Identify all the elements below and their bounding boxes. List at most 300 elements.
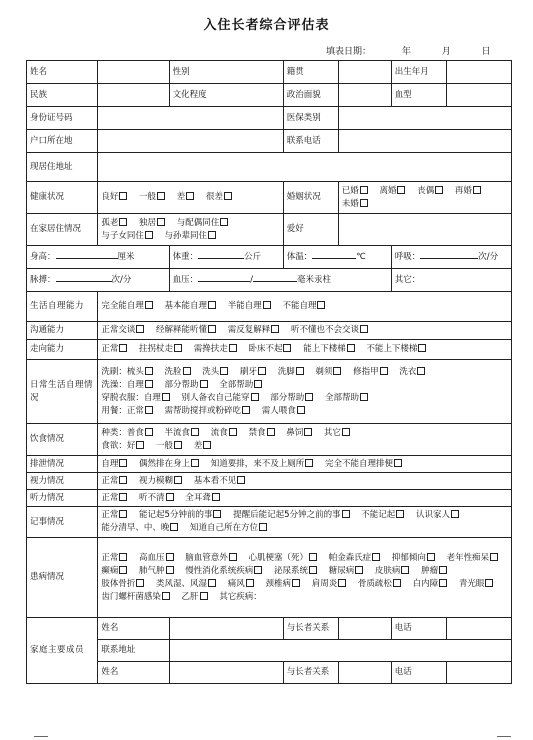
political-cell[interactable] xyxy=(338,84,391,107)
checkbox-option[interactable] xyxy=(194,344,241,354)
blood-label: 血型 xyxy=(391,84,446,107)
checkbox-option[interactable] xyxy=(127,367,157,377)
checkbox-option[interactable] xyxy=(139,459,203,469)
temp-cell[interactable] xyxy=(283,246,391,269)
checkbox-option[interactable] xyxy=(202,367,232,377)
option-label: 其它 xyxy=(323,427,341,438)
checkbox-option[interactable] xyxy=(177,218,233,228)
checkbox-option[interactable] xyxy=(282,301,329,311)
fill-date-label: 填表日期： xyxy=(326,47,372,57)
hobby-label: 爱好 xyxy=(283,214,338,246)
ethnicity-cell[interactable] xyxy=(98,84,169,107)
checkbox-option[interactable] xyxy=(361,510,408,520)
checkbox-icon[interactable] xyxy=(229,344,237,352)
family-relation-cell-2[interactable] xyxy=(338,662,391,684)
checkbox-option[interactable] xyxy=(375,566,414,576)
checkbox-option[interactable] xyxy=(286,428,316,438)
ethnicity-label: 民族 xyxy=(27,84,98,107)
checkbox-icon[interactable] xyxy=(136,441,144,449)
checkbox-option[interactable] xyxy=(182,592,212,602)
checkbox-option[interactable] xyxy=(127,406,157,416)
checkbox-icon[interactable] xyxy=(174,476,182,484)
excretion-label: 排泄情况 xyxy=(27,456,98,473)
checkbox-option[interactable] xyxy=(211,428,241,438)
checkbox-icon[interactable] xyxy=(145,367,153,375)
checkbox-icon[interactable] xyxy=(246,579,254,587)
checkbox-option[interactable] xyxy=(101,459,131,469)
checkbox-icon[interactable] xyxy=(485,579,493,587)
checkbox-icon[interactable] xyxy=(213,510,221,518)
checkbox-icon[interactable] xyxy=(394,459,402,467)
option-label: 半流食 xyxy=(164,427,191,438)
checkbox-icon[interactable] xyxy=(119,192,127,200)
option-label: 很差 xyxy=(205,192,223,202)
living-options xyxy=(98,214,283,246)
checkbox-option[interactable] xyxy=(185,566,266,576)
option-label: 基本看不见 xyxy=(193,475,237,486)
checkbox-icon[interactable] xyxy=(297,406,305,414)
checkbox-option[interactable] xyxy=(101,231,157,241)
checkbox-icon[interactable] xyxy=(451,510,459,518)
hobby-cell[interactable] xyxy=(338,214,511,246)
checkbox-option[interactable] xyxy=(101,553,131,563)
checkbox-option[interactable] xyxy=(139,566,178,576)
checkbox-option[interactable] xyxy=(101,523,182,533)
checkbox-icon[interactable] xyxy=(263,301,271,309)
checkbox-icon[interactable] xyxy=(145,231,153,239)
checkbox-option[interactable] xyxy=(144,393,174,403)
checkbox-icon[interactable] xyxy=(157,192,165,200)
checkbox-option[interactable] xyxy=(262,406,309,416)
checkbox-icon[interactable] xyxy=(183,367,191,375)
wash-prefix: 洗刷： xyxy=(101,366,127,377)
checkbox-icon[interactable] xyxy=(162,592,170,600)
option-label: 流食 xyxy=(210,427,228,438)
id-label: 身份证号码 xyxy=(27,107,98,130)
checkbox-option[interactable] xyxy=(194,441,216,451)
checkbox-option[interactable] xyxy=(139,476,186,486)
checkbox-icon[interactable] xyxy=(283,344,291,352)
height-cell[interactable] xyxy=(27,246,170,269)
option-label: 半能自理 xyxy=(227,301,262,311)
family-relation-cell[interactable] xyxy=(338,618,391,640)
checkbox-option[interactable] xyxy=(315,367,345,377)
option-label: 洗脚 xyxy=(277,366,295,377)
checkbox-option[interactable] xyxy=(101,325,148,335)
checkbox-icon[interactable] xyxy=(220,367,228,375)
checkbox-icon[interactable] xyxy=(220,218,228,226)
checkbox-option[interactable] xyxy=(421,566,451,576)
option-label: 糖尿病 xyxy=(328,565,355,576)
checkbox-icon[interactable] xyxy=(259,523,267,531)
option-label: 偶然排在身上 xyxy=(139,458,191,469)
checkbox-option[interactable] xyxy=(101,344,131,354)
checkbox-icon[interactable] xyxy=(166,493,174,501)
weight-cell[interactable] xyxy=(169,246,283,269)
checkbox-option[interactable] xyxy=(291,325,372,335)
height-label: 身高： xyxy=(30,251,56,262)
option-label: 听不清 xyxy=(139,492,165,503)
checkbox-icon[interactable] xyxy=(305,459,313,467)
bath-prefix: 洗澡： xyxy=(101,379,127,390)
checkbox-option[interactable] xyxy=(358,579,405,589)
checkbox-icon[interactable] xyxy=(119,344,127,352)
checkbox-icon[interactable] xyxy=(136,325,144,333)
family-phone-label-2: 电话 xyxy=(391,662,446,684)
checkbox-option[interactable] xyxy=(413,579,452,589)
checkbox-icon[interactable] xyxy=(237,476,245,484)
checkbox-option[interactable] xyxy=(278,367,308,377)
checkbox-option[interactable] xyxy=(139,192,169,202)
checkbox-icon[interactable] xyxy=(208,579,216,587)
checkbox-icon[interactable] xyxy=(417,367,425,375)
memory-label: 记事情况 xyxy=(27,507,98,538)
checkbox-option[interactable] xyxy=(101,592,174,602)
temp-unit: ℃ xyxy=(356,251,366,262)
checkbox-icon[interactable] xyxy=(401,566,409,574)
bath-options xyxy=(127,380,271,390)
pulse-label: 脉搏： xyxy=(30,274,56,285)
checkbox-icon[interactable] xyxy=(418,344,426,352)
checkbox-option[interactable] xyxy=(248,553,321,563)
checkbox-option[interactable] xyxy=(265,579,304,589)
checkbox-option[interactable] xyxy=(185,553,241,563)
option-label: 需帮助搅拌或粉碎吃 xyxy=(164,405,242,416)
gender-label: 性别 xyxy=(169,61,283,84)
checkbox-icon[interactable] xyxy=(203,441,211,449)
checkbox-option[interactable] xyxy=(329,566,368,576)
checkbox-option[interactable] xyxy=(240,367,270,377)
insurance-label: 医保类别 xyxy=(283,107,338,130)
checkbox-icon[interactable] xyxy=(208,301,216,309)
checkbox-icon[interactable] xyxy=(372,553,380,561)
breath-label: 呼吸： xyxy=(394,251,421,262)
family-phone-cell-2[interactable] xyxy=(446,662,511,684)
family-label: 家庭主要成员 xyxy=(27,618,98,684)
option-label: 老年性痴呆 xyxy=(446,552,490,563)
option-label: 肿瘤 xyxy=(421,565,439,576)
hearing-label: 听力情况 xyxy=(27,490,98,507)
checkbox-icon[interactable] xyxy=(309,566,317,574)
option-label: 普食 xyxy=(126,427,144,438)
checkbox-icon[interactable] xyxy=(229,428,237,436)
checkbox-option[interactable] xyxy=(399,367,429,377)
checkbox-icon[interactable] xyxy=(304,428,312,436)
checkbox-option[interactable] xyxy=(392,553,439,563)
checkbox-icon[interactable] xyxy=(145,301,153,309)
checkbox-icon[interactable] xyxy=(166,566,174,574)
checkbox-icon[interactable] xyxy=(439,566,447,574)
checkbox-option[interactable] xyxy=(211,459,318,469)
checkbox-icon[interactable] xyxy=(473,186,481,194)
checkbox-option[interactable] xyxy=(101,192,131,202)
checkbox-icon[interactable] xyxy=(162,393,170,401)
checkbox-option[interactable] xyxy=(342,186,372,196)
checkbox-icon[interactable] xyxy=(254,380,262,388)
disease-options xyxy=(98,538,512,618)
id-cell[interactable] xyxy=(98,107,283,130)
option-label: 能分清早、中、晚 xyxy=(101,523,170,533)
checkbox-option[interactable] xyxy=(165,380,212,390)
checkbox-option[interactable] xyxy=(270,393,317,403)
option-label: 洗头 xyxy=(202,366,220,377)
checkbox-icon[interactable] xyxy=(309,553,317,561)
checkbox-icon[interactable] xyxy=(145,428,153,436)
checkbox-option[interactable] xyxy=(353,367,392,377)
checkbox-option[interactable] xyxy=(139,493,178,503)
checkbox-icon[interactable] xyxy=(186,192,194,200)
option-label: 正常 xyxy=(101,492,119,503)
checkbox-icon[interactable] xyxy=(191,428,199,436)
checkbox-icon[interactable] xyxy=(333,367,341,375)
checkbox-icon[interactable] xyxy=(254,566,262,574)
checkbox-option[interactable] xyxy=(248,428,278,438)
checkbox-icon[interactable] xyxy=(119,218,127,226)
checkbox-icon[interactable] xyxy=(380,367,388,375)
checkbox-icon[interactable] xyxy=(396,510,404,518)
bp-unit: 毫米汞柱 xyxy=(297,274,332,285)
bp-cell[interactable] xyxy=(169,269,391,292)
checkbox-icon[interactable] xyxy=(208,231,216,239)
insurance-cell[interactable] xyxy=(338,107,511,130)
checkbox-option[interactable] xyxy=(190,523,271,533)
address-label: 现居住地址 xyxy=(27,153,98,182)
checkbox-icon[interactable] xyxy=(338,579,346,587)
checkbox-option[interactable] xyxy=(303,344,359,354)
checkbox-option[interactable] xyxy=(447,553,503,563)
checkbox-option[interactable] xyxy=(274,566,321,576)
family-address-cell[interactable] xyxy=(169,640,511,662)
checkbox-icon[interactable] xyxy=(170,523,178,531)
checkbox-option[interactable] xyxy=(101,493,131,503)
checkbox-option[interactable] xyxy=(165,301,221,311)
option-label: 知道自己所在方位 xyxy=(190,523,259,533)
checkbox-option[interactable] xyxy=(325,393,372,403)
memory-options xyxy=(98,507,512,538)
breath-cell[interactable] xyxy=(391,246,511,269)
checkbox-option[interactable] xyxy=(342,199,372,209)
pulse-cell[interactable] xyxy=(27,269,170,292)
option-label: 正常 xyxy=(126,405,144,416)
diet-type-options xyxy=(127,428,359,438)
family-name-cell[interactable] xyxy=(169,618,283,640)
option-label: 皮肤病 xyxy=(374,565,401,576)
option-label: 心肌梗塞（死） xyxy=(248,552,308,563)
diet-type-prefix: 种类： xyxy=(101,427,127,438)
checkbox-icon[interactable] xyxy=(427,553,435,561)
checkbox-icon[interactable] xyxy=(360,393,368,401)
checkbox-icon[interactable] xyxy=(200,380,208,388)
checkbox-option[interactable] xyxy=(156,579,220,589)
checkbox-option[interactable] xyxy=(228,579,258,589)
checkbox-option[interactable] xyxy=(459,579,498,589)
dress-prefix: 穿脱衣服： xyxy=(101,392,144,403)
checkbox-option[interactable] xyxy=(127,428,157,438)
checkbox-option[interactable] xyxy=(101,218,131,228)
checkbox-icon[interactable] xyxy=(119,510,127,518)
option-label: 慢性消化系统疾病 xyxy=(185,565,254,576)
checkbox-icon[interactable] xyxy=(229,553,237,561)
checkbox-icon[interactable] xyxy=(212,493,220,501)
checkbox-icon[interactable] xyxy=(119,566,127,574)
family-phone-cell[interactable] xyxy=(446,618,511,640)
family-name-label-2: 姓名 xyxy=(98,662,169,684)
checkbox-icon[interactable] xyxy=(271,325,279,333)
checkbox-icon[interactable] xyxy=(224,192,232,200)
option-label: 肺气肿 xyxy=(139,565,165,576)
checkbox-option[interactable] xyxy=(329,553,385,563)
checkbox-option[interactable] xyxy=(248,344,295,354)
checkbox-option[interactable] xyxy=(417,186,447,196)
checkbox-icon[interactable] xyxy=(166,553,174,561)
checkbox-option[interactable] xyxy=(325,459,406,469)
checkbox-option[interactable] xyxy=(366,344,430,354)
checkbox-option[interactable] xyxy=(233,510,353,520)
checkbox-option[interactable] xyxy=(228,301,275,311)
option-label: 正常 xyxy=(101,510,119,520)
page-corner-left xyxy=(34,736,48,737)
checkbox-option[interactable] xyxy=(156,325,220,335)
checkbox-option[interactable] xyxy=(219,380,266,390)
checkbox-option[interactable] xyxy=(139,218,169,228)
pulse-unit: 次/分 xyxy=(111,274,132,285)
family-name-cell-2[interactable] xyxy=(169,662,283,684)
fill-date-year: 年 xyxy=(401,47,411,57)
option-label: 一般 xyxy=(156,440,174,451)
checkbox-option[interactable] xyxy=(416,510,463,520)
hukou-cell[interactable] xyxy=(98,130,283,153)
political-label: 政治面貌 xyxy=(283,84,338,107)
checkbox-option[interactable] xyxy=(101,579,148,589)
checkbox-icon[interactable] xyxy=(119,459,127,467)
checkbox-option[interactable] xyxy=(219,592,262,602)
option-label: 正常 xyxy=(101,552,119,563)
blood-cell[interactable] xyxy=(446,84,511,107)
checkbox-icon[interactable] xyxy=(317,301,325,309)
fill-date-month: 月 xyxy=(441,47,451,57)
checkbox-icon[interactable] xyxy=(258,367,266,375)
checkbox-icon[interactable] xyxy=(191,459,199,467)
checkbox-icon[interactable] xyxy=(200,592,208,600)
birth-label: 出生年月 xyxy=(391,61,446,84)
checkbox-option[interactable] xyxy=(139,553,178,563)
option-label: 帕金森氏症 xyxy=(328,552,372,563)
checkbox-option[interactable] xyxy=(182,393,263,403)
education-label: 文化程度 xyxy=(169,84,283,107)
checkbox-option[interactable] xyxy=(165,231,221,241)
option-label: 白内障 xyxy=(412,578,439,589)
option-label: 禁食 xyxy=(248,427,266,438)
checkbox-icon[interactable] xyxy=(119,553,127,561)
checkbox-option[interactable] xyxy=(101,566,131,576)
checkbox-option[interactable] xyxy=(324,428,354,438)
checkbox-icon[interactable] xyxy=(397,186,405,194)
temp-label: 体温： xyxy=(286,251,313,262)
checkbox-option[interactable] xyxy=(165,406,255,416)
checkbox-icon[interactable] xyxy=(393,579,401,587)
option-label: 全部帮助 xyxy=(324,392,359,403)
checkbox-icon[interactable] xyxy=(360,186,368,194)
checkbox-icon[interactable] xyxy=(490,553,498,561)
other-cell[interactable] xyxy=(391,269,511,292)
marriage-label: 婚姻状况 xyxy=(283,182,338,214)
checkbox-icon[interactable] xyxy=(136,579,144,587)
checkbox-icon[interactable] xyxy=(145,380,153,388)
breath-unit: 次/分 xyxy=(478,251,499,262)
checkbox-icon[interactable] xyxy=(174,344,182,352)
address-cell[interactable] xyxy=(98,153,512,182)
checkbox-option[interactable] xyxy=(177,192,199,202)
checkbox-icon[interactable] xyxy=(296,367,304,375)
checkbox-icon[interactable] xyxy=(242,406,250,414)
family-relation-label: 与长者关系 xyxy=(283,618,338,640)
checkbox-icon[interactable] xyxy=(439,579,447,587)
checkbox-option[interactable] xyxy=(156,441,186,451)
checkbox-icon[interactable] xyxy=(157,218,165,226)
appetite-prefix: 食欲： xyxy=(101,440,127,451)
checkbox-icon[interactable] xyxy=(119,493,127,501)
checkbox-icon[interactable] xyxy=(342,428,350,436)
checkbox-option[interactable] xyxy=(165,428,204,438)
meal-prefix: 用餐： xyxy=(101,405,127,416)
checkbox-icon[interactable] xyxy=(267,428,275,436)
checkbox-option[interactable] xyxy=(455,186,485,196)
checkbox-icon[interactable] xyxy=(355,566,363,574)
checkbox-icon[interactable] xyxy=(342,510,350,518)
checkbox-option[interactable] xyxy=(185,493,224,503)
origin-cell[interactable] xyxy=(338,61,391,84)
checkbox-option[interactable] xyxy=(206,192,236,202)
option-label: 乙肝 xyxy=(181,591,199,602)
option-label: 拄拐杖走 xyxy=(139,344,174,354)
checkbox-icon[interactable] xyxy=(305,393,313,401)
checkbox-icon[interactable] xyxy=(208,325,216,333)
checkbox-option[interactable] xyxy=(312,579,351,589)
checkbox-option[interactable] xyxy=(228,325,284,335)
checkbox-option[interactable] xyxy=(379,186,409,196)
checkbox-icon[interactable] xyxy=(145,406,153,414)
checkbox-option[interactable] xyxy=(165,367,195,377)
checkbox-icon[interactable] xyxy=(174,441,182,449)
contact-phone-cell[interactable] xyxy=(338,130,511,153)
checkbox-icon[interactable] xyxy=(251,393,259,401)
option-label: 完全不能自理排便 xyxy=(324,458,393,469)
name-cell[interactable] xyxy=(98,61,169,84)
communication-label: 沟通能力 xyxy=(27,322,98,340)
option-label: 卧床不起 xyxy=(248,344,283,354)
checkbox-option[interactable] xyxy=(194,476,250,486)
checkbox-icon[interactable] xyxy=(292,579,300,587)
option-label: 抑郁倾向 xyxy=(391,552,426,563)
checkbox-option[interactable] xyxy=(101,510,131,520)
checkbox-icon[interactable] xyxy=(360,199,368,207)
checkbox-option[interactable] xyxy=(101,301,157,311)
checkbox-option[interactable] xyxy=(139,344,186,354)
option-label: 经解释能听懂 xyxy=(156,325,208,335)
option-label: 正常 xyxy=(101,475,119,486)
option-label: 再婚 xyxy=(454,185,472,196)
checkbox-icon[interactable] xyxy=(347,344,355,352)
checkbox-option[interactable] xyxy=(101,476,131,486)
birth-cell[interactable] xyxy=(446,61,511,84)
checkbox-option[interactable] xyxy=(139,510,225,520)
option-label: 需反复解释 xyxy=(227,325,271,335)
checkbox-option[interactable] xyxy=(127,380,157,390)
checkbox-option[interactable] xyxy=(127,441,149,451)
checkbox-icon[interactable] xyxy=(360,325,368,333)
checkbox-icon[interactable] xyxy=(119,476,127,484)
checkbox-icon[interactable] xyxy=(435,186,443,194)
